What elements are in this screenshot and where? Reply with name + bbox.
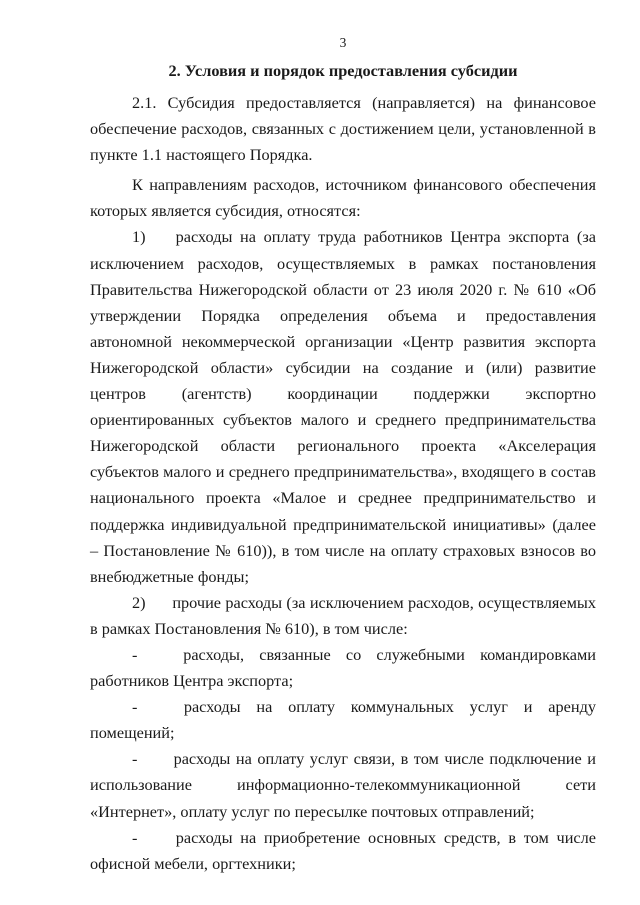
document-page: [90, 34, 596, 877]
list-item-2: [90, 590, 596, 642]
dash-marker: -: [132, 827, 138, 847]
sub-item-text: расходы, связанные со служебными командировками работников Центра экспорта;: [90, 644, 596, 691]
sub-item-text: расходы на оплату коммунальных услуг и аренду помещений;: [90, 697, 596, 743]
dash-marker: -: [132, 644, 138, 664]
list-item-text: прочие расходы (за исключением расходов, осуществляемых в рамках Постановления № 610), в том числе:: [90, 592, 596, 638]
sub-item-3: [90, 746, 596, 824]
dash-marker: -: [132, 749, 138, 769]
sub-item-2: [90, 694, 596, 746]
paragraph-directions: К направлениям расходов, источником финансового обеспечения которых является субсидия, относятся:: [90, 175, 596, 221]
section-title: 2. Условия и порядок предоставления субсидии: [168, 61, 518, 80]
sub-item-4: [90, 825, 596, 877]
sub-item-text: расходы на оплату услуг связи, в том числе подключение и использование информационно-телекоммуникационной сети «Интернет», оплату услуг по пересылке почтовых отправлений;: [90, 749, 596, 821]
list-marker: 1): [132, 227, 146, 247]
list-item-text: расходы на оплату труда работников Центра экспорта (за исключением расходов, осуществляемых в рамках постановления Правительства Нижегородской области от 23 июля 2020 г. № 610 «Об утверждении Порядка определения объема и предоставления автономной некоммерческой организации «Центр развития экспорта Нижегородской области» субсидии на создание и (или) развитие центров (агентств) координации поддержки экспортно ориентированных субъектов малого и среднего предпринимательства Нижегородской области регионального проекта «Акселерация субъектов малого и среднего предпринимательства», входящего в состав национального проекта «Малое и среднее предпринимательство и поддержка индивидуальной предпринимательской инициативы» (далее – Постановление № 610)), в том числе на оплату страховых взносов во внебюджетные фонды;: [90, 227, 596, 586]
list-item-1: [90, 224, 596, 589]
list-marker: 2): [132, 592, 146, 612]
page-number: 3: [339, 35, 347, 50]
dash-marker: -: [132, 697, 138, 717]
sub-item-text: расходы на приобретение основных средств, в том числе офисной мебели, оргтехники;: [90, 827, 596, 873]
paragraph-2-1: 2.1. Субсидия предоставляется (направляется) на финансовое обеспечение расходов, связанных с достижением цели, установленной в пункте 1.1 настоящего Порядка.: [90, 93, 596, 165]
sub-item-1: [90, 642, 596, 694]
